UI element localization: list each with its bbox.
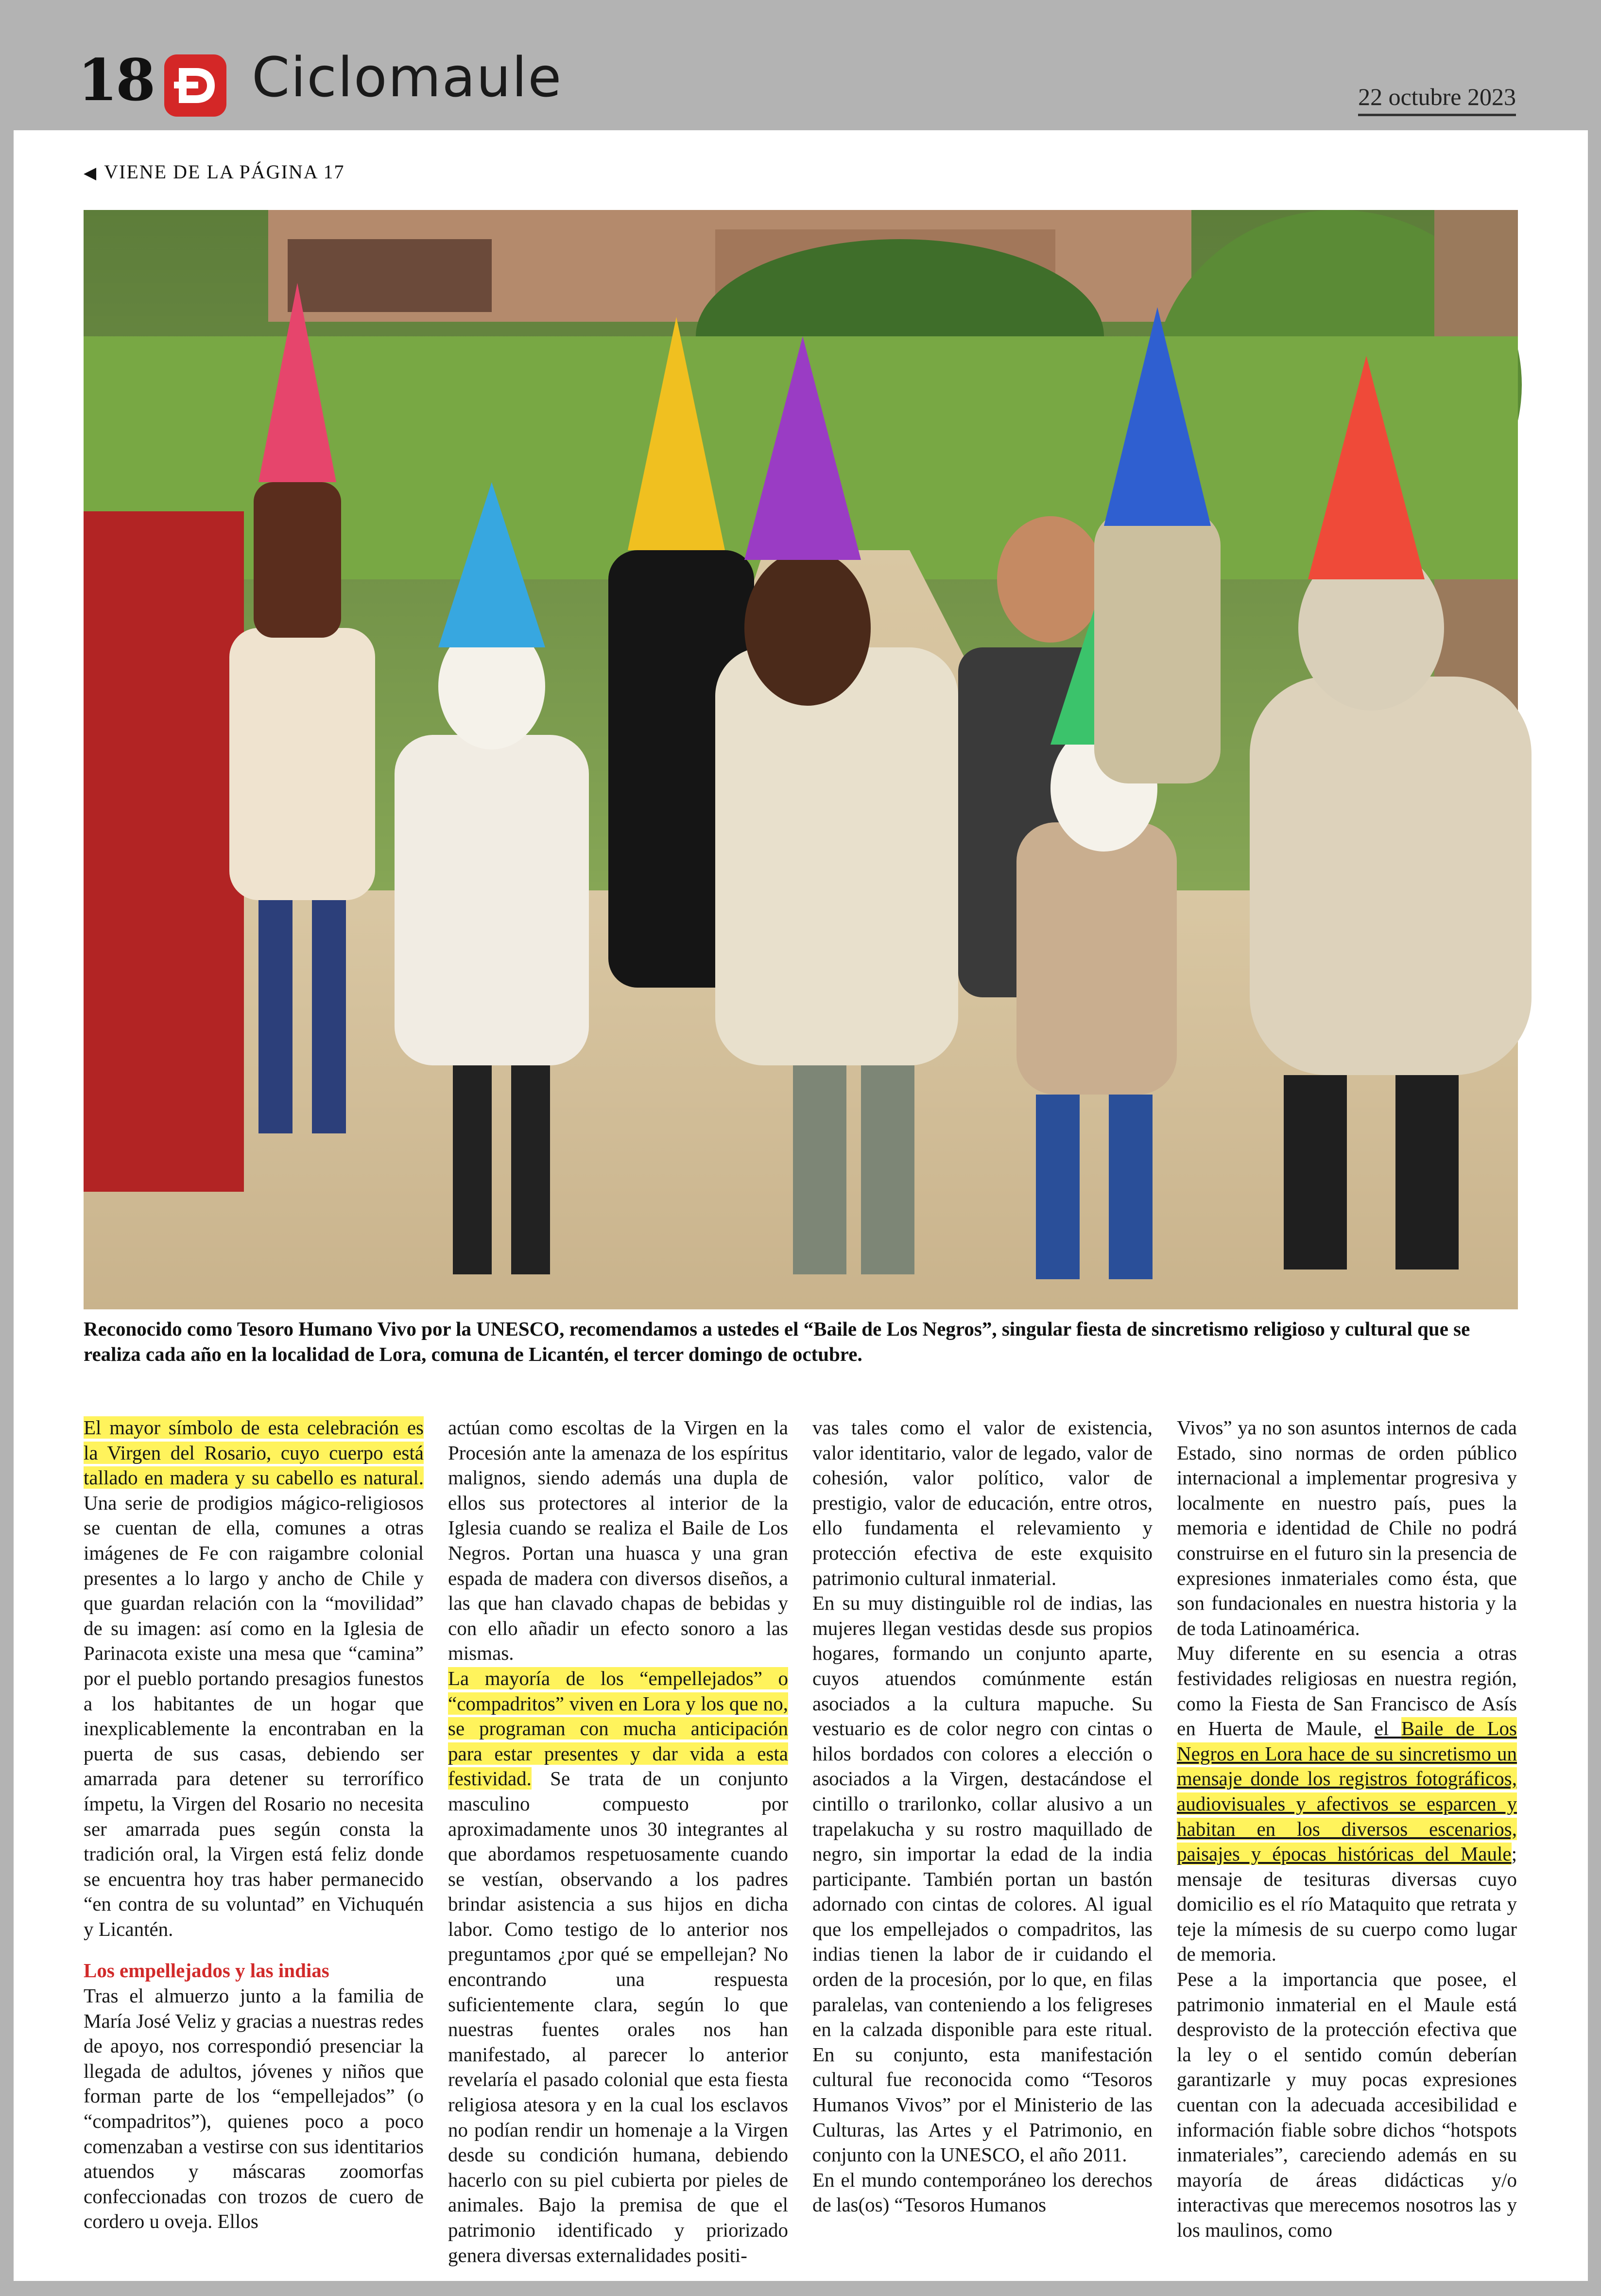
paragraph: Muy diferente en su esencia a otras festividades religiosas en nuestra región, como la Fiesta de San Francisco de Asís en Huerta de Maule,: [1177, 1642, 1517, 1740]
highlighted-text: Baile de Los Negros en Lora hace de su sincretismo un mensaje donde los registros fotográficos, audiovisuales y afectivos se esparcen y habitan en los diversos escenarios, paisajes y épocas históricas del Maule: [1177, 1717, 1517, 1865]
festival-photo: [84, 210, 1518, 1309]
continued-text: VIENE DE LA PÁGINA 17: [104, 161, 345, 183]
paragraph: Una serie de prodigios mágico-religiosos se cuentan de ella, comunes a otras imágenes de Fe con raigambre colonial presentes a lo largo y ancho de Chile y que guardan relación con la “movilidad” de su imagen: así como en la Iglesia de Parinacota existe una mesa que “camina” por el pueblo portando presagios funestos a los habitantes de un hogar que inexplicablemente la encontraban en la puerta de sus casas, debiendo ser amarrada para detener su terrorífico ímpetu, la Virgen del Rosario no necesita ser amarrada pues según consta la tradición oral, la Virgen está feliz donde se encuentra hoy tras haber permanecido “en contra de su voluntad” en Vichuquén y Licantén.: [84, 1491, 424, 1940]
paragraph: En su muy distinguible rol de indias, las mujeres llegan vestidas desde sus propios hogares, formando un conjunto aparte, cuyos atuendos comúnmente están asociados a la cultura mapuche. Su vestuario es de color negro con cintas o hilos bordados con colores a elección o asociados a la Virgen, destacándose el cintillo o trarilonko, collar alusivo a un trapelakucha y su rostro maquillado de negro, sin importar la edad de la india participante. También portan un bastón adornado con cintas de colores. Al igual que los empellejados o compadritos, las indias tienen la labor de ir cuidando el orden de la procesión, por lo que, en filas paralelas, van conteniendo a los feligreses en la calzada disponible para este ritual. En su conjunto, esta manifestación cultural fue reconocida como “Tesoros Humanos Vivos” por el Ministerio de las Culturas, las Artes y el Patrimonio, en conjunto con la UNESCO, el año 2011.: [812, 1592, 1153, 2166]
highlighted-text: La mayoría de los “empellejados” o “compadritos” viven en Lora y los que no, se programan con mucha anticipación para estar presentes y dar vida a esta festividad.: [448, 1667, 788, 1790]
section-subheading: Los empellejados y las indias: [84, 1959, 329, 1982]
photo-baile-de-los-negros-icon: [84, 210, 1518, 1309]
paragraph: Vivos” ya no son asuntos internos de cada Estado, sino normas de orden público internacional a implementar progresiva y localmente en nuestro país, pues la memoria e identidad de Chile no podrá construirse en el futuro sin la presencia de expresiones inmateriales como ésta, que son fundacionales en nuestra historia y la de toda Latinoamérica.: [1177, 1416, 1517, 1639]
article-column-2: [448, 1415, 788, 2266]
continued-from-label: [84, 160, 344, 183]
diario-d-logo-icon: [164, 54, 226, 117]
paragraph: Se trata de un conjunto masculino compuesto por aproximadamente unos 30 integrantes al que abordamos respetuosamente cuando se vestían, observando a los padres brindar asistencia a sus hijos en dicha labor. Como testigo de lo anterior nos preguntamos ¿por qué se empellejan? No encontrando una respuesta suficientemente clara, según lo que nuestras fuentes orales nos han manifestado, al parecer lo anterior revelaría el pasado colonial que esta fiesta religiosa atesora y en la cual los esclavos no podían rendir un homenaje a la Virgen desde su condición humana, debiendo hacerlo con su piel cubierta por pieles de animales. Bajo la premisa de que el patrimonio identificado y priorizado genera diversas externalidades positi-: [448, 1767, 788, 2266]
paragraph: actúan como escoltas de la Virgen en la Procesión ante la amenaza de los espíritus malignos, siendo además una dupla de ellos sus protectores al interior de la Iglesia cuando se realiza el Baile de Los Negros. Portan una huasca y una gran espada de madera con diversos diseños, a las que han clavado chapas de bebidas y con ello añadir un efecto sonoro a las mismas.: [448, 1416, 788, 1665]
underlined-text: el: [1374, 1717, 1401, 1740]
page-number: 18: [78, 46, 154, 114]
paragraph: En el mundo contemporáneo los derechos de las(os) “Tesoros Humanos: [812, 2168, 1153, 2216]
section-title: Ciclomaule: [252, 46, 563, 109]
article-column-1: [84, 1415, 424, 2251]
article-column-4: [1177, 1415, 1517, 2251]
paragraph: Pese a la importancia que posee, el patrimonio inmaterial en el Maule está desprovisto de la protección efectiva que la ley o el sentido común deberían garantizarle y muy pocas expresiones cuentan con la adecuada accesibilidad e información fiable sobre dichos “hotspots inmateriales”, careciendo además en su mayoría de áreas didácticas y/o interactivas que merecemos nosotros las y los maulinos, como: [1177, 1968, 1517, 2241]
issue-date: 22 octubre 2023: [1358, 83, 1516, 116]
article-column-3: [812, 1415, 1153, 2251]
paragraph: ; mensaje de tesituras diversas cuyo domicilio es el río Mataquito que retrata y teje la mímesis de su cuerpo como lugar de memoria.: [1177, 1843, 1517, 1966]
page-header: [0, 0, 1601, 130]
paragraph: vas tales como el valor de existencia, valor identitario, valor de legado, valor de cohesión, valor político, valor de prestigio, valor de educación, entre otros, ello fundamenta el relevamiento y protección efectiva de este exquisito patrimonio cultural inmaterial.: [812, 1416, 1153, 1589]
left-triangle-icon: ◀: [84, 164, 98, 182]
photo-caption: Reconocido como Tesoro Humano Vivo por la UNESCO, recomendamos a ustedes el “Baile de Los Negros”, singular fiesta de sincretismo religioso y cultural que se realiza cada año en la localidad de Lora, comuna de Licantén, el tercer domingo de octubre.: [84, 1318, 1470, 1365]
paragraph: Tras el almuerzo junto a la familia de María José Veliz y gracias a nuestras redes de apoyo, nos correspondió presenciar la llegada de adultos, jóvenes y niños que forman parte de los “empellejados” (o “compadritos”), quienes poco a poco comenzaban a vestirse con sus identitarios atuendos y máscaras zoomorfas confeccionadas con trozos de cuero de cordero u oveja. Ellos: [84, 1984, 424, 2233]
highlighted-text: El mayor símbolo de esta celebración es la Virgen del Rosario, cuyo cuerpo está tallado en madera y su cabello es natural.: [84, 1416, 424, 1489]
